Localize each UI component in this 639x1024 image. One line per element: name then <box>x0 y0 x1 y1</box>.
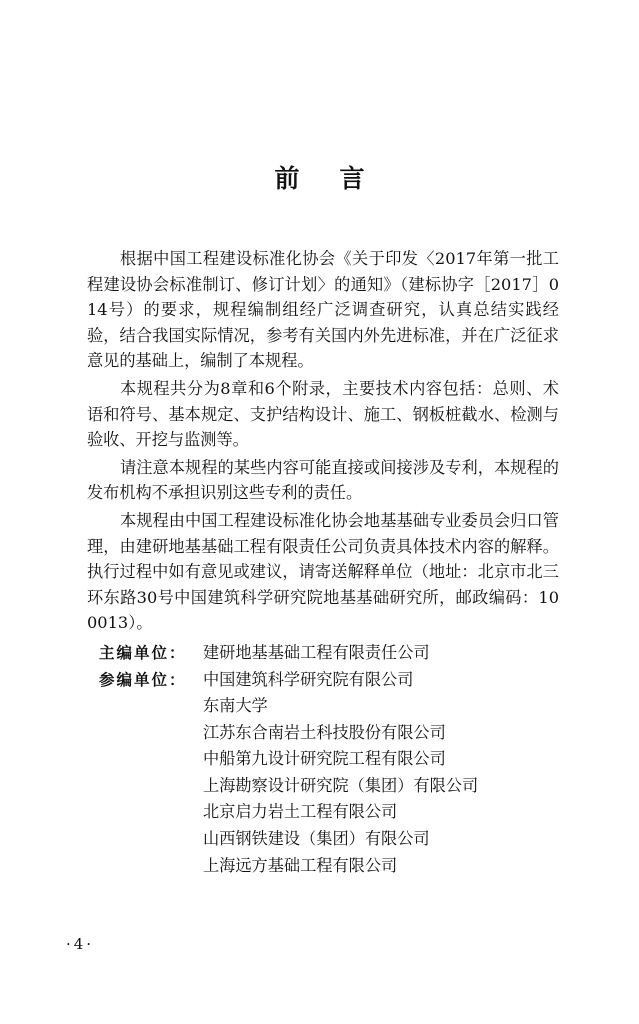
participating-list <box>203 667 478 880</box>
participating-org: 上海远方基础工程有限公司 <box>203 855 398 875</box>
paragraph-contents: 本规程共分为8章和6个附录，主要技术内容包括：总则、术语和符号、基本规定、支护结构设计、施工、钢板桩截水、检测与验收、开挖与监测等。 <box>87 378 559 450</box>
participating-row <box>87 667 559 880</box>
chief-editor-label: 主编单位： <box>99 643 187 662</box>
page-title: 前言 <box>274 164 405 193</box>
participating-org: 山西钢铁建设（集团）有限公司 <box>203 829 430 849</box>
document-body <box>87 246 559 879</box>
participating-org: 中国建筑科学研究院有限公司 <box>203 669 414 689</box>
participating-org: 江苏东合南岩土科技股份有限公司 <box>203 722 446 742</box>
participating-org: 中船第九设计研究院工程有限公司 <box>203 749 446 769</box>
organizations <box>87 640 559 879</box>
page-number: ·4· <box>66 935 95 953</box>
paragraph-patent-notice: 请注意本规程的某些内容可能直接或间接涉及专利，本规程的发布机构不承担识别这些专利的责任。 <box>87 457 559 503</box>
participating-org: 北京启力岩土工程有限公司 <box>203 802 398 822</box>
paragraph-management: 本规程由中国工程建设标准化协会地基基础专业委员会归口管理，由建研地基基础工程有限责任公司负责具体技术内容的解释。执行过程中如有意见或建议，请寄送解释单位（地址：北京市北三环东路30号中国建筑科学研究院地基基础研究所，邮政编码：100013）。 <box>87 510 559 633</box>
chief-editor-row <box>87 640 559 667</box>
participating-org: 东南大学 <box>203 696 268 716</box>
chief-editor-name: 建研地基基础工程有限责任公司 <box>203 642 430 662</box>
participating-label: 参编单位： <box>99 670 187 689</box>
paragraph-background: 根据中国工程建设标准化协会《关于印发〈2017年第一批工程建设协会标准制订、修订计划〉的通知》（建标协字［2017］014号）的要求，规程编制组经广泛调查研究，认真总结实践经验，结合我国实际情况，参考有关国内外先进标准，并在广泛征求意见的基础上，编制了本规程。 <box>87 249 559 371</box>
participating-org: 上海勘察设计研究院（集团）有限公司 <box>203 775 479 795</box>
